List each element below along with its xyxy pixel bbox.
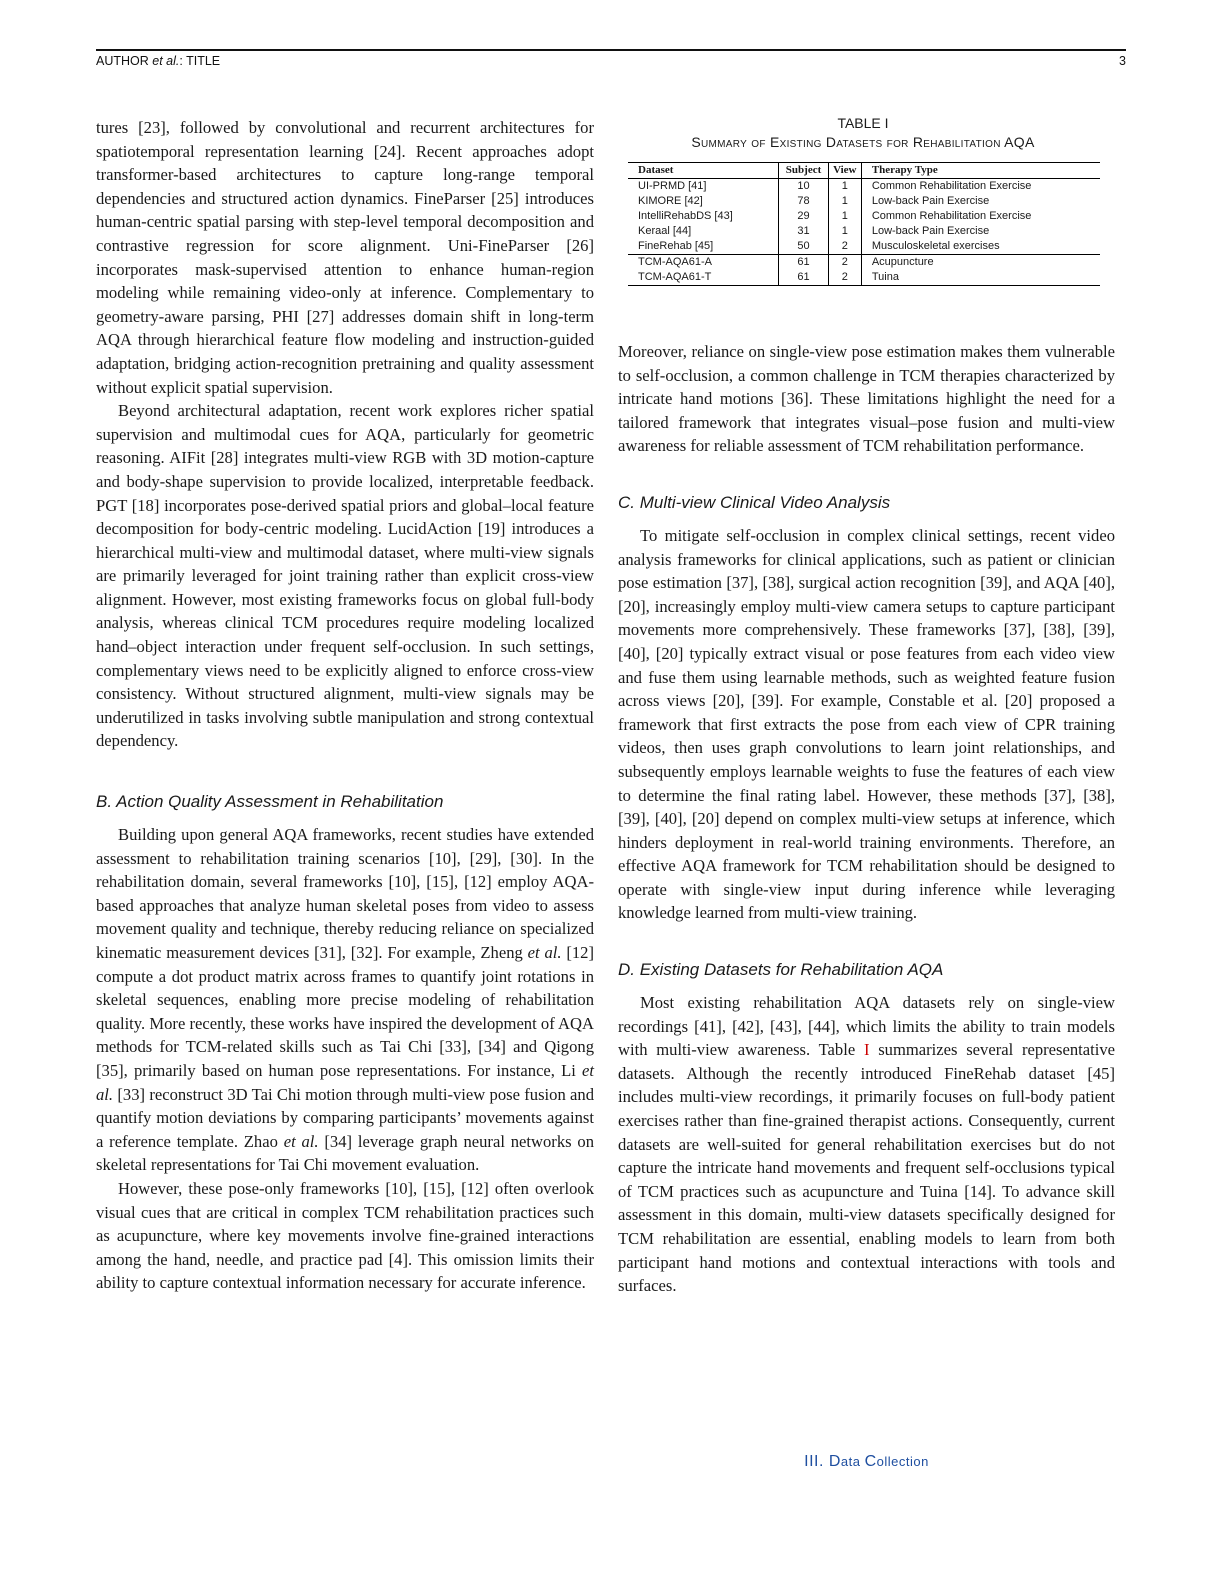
header-etal: et al. [152, 54, 180, 68]
paragraph: Most existing rehabilitation AQA datasets rely on single-view recordings [41], [42], [43], [44], which limits the ability to train models with multi-view awareness. Table I summarizes several representative datasets. Although the recently introduced FineRehab dataset [45] includes multi-view recordings, it primarily focuses on full-body patient exercises rather than fine-grained therapist actions. Consequently, current datasets are well-suited for general rehabilitation exercises but do not capture the intricate hand movements and frequent self-occlusions typical of TCM practices such as acupuncture and Tuina [14]. To advance skill assessment in this domain, multi-view datasets specifically designed for TCM rehabilitation are essential, enabling models to learn from both participant hand motions and contextual interactions with tools and surfaces. [618, 993, 1115, 1296]
table-row: UI-PRMD [41] 10 1 Common Rehabilitation Exercise [628, 179, 1100, 195]
table-row: Keraal [44] 31 1 Low-back Pain Exercise [628, 224, 1100, 239]
table-header: Dataset [628, 163, 779, 179]
header-rule [96, 49, 1126, 51]
section-heading-iii: III. Data Collection [804, 1453, 929, 1470]
section-heading-d: D. Existing Datasets for Rehabilitation AQA [618, 960, 944, 980]
table-caption [628, 114, 1098, 152]
table-header: Therapy Type [861, 163, 1100, 179]
paragraph: To mitigate self-occlusion in complex clinical settings, recent video analysis frameworks for clinical applications, such as patient or clinician pose estimation [37], [38], surgical action recognition [39], and AQA [40], [20], increasingly employ multi-view camera setups to capture participant movements more comprehensively. These frameworks [37], [38], [39], [40], [20] typically extract visual or pose features from each video view and fuse them using learnable methods, such as weighted feature fusion across views [20], [39]. For example, Constable et al. [20] proposed a framework that first extracts the pose from each view of CPR training videos, then uses graph convolutions to learn joint relationships, and subsequently employs learnable weights to fuse the features of each view to determine the final rating label. However, these methods [37], [38], [39], [40], [20] depend on complex multi-view setups at inference, which hinders deployment in real-world training environments. Therefore, an effective AQA framework for TCM rehabilitation should be designed to operate with single-view input during inference while leveraging knowledge learned from multi-view training. [618, 525, 1115, 923]
section-heading-b: B. Action Quality Assessment in Rehabilitation [96, 792, 444, 812]
header-title: : TITLE [179, 54, 221, 68]
paragraph: Beyond architectural adaptation, recent work explores richer spatial supervision and multimodal cues for AQA, particularly for geometric reasoning. AIFit [28] integrates multi-view RGB with 3D motion-capture and body-shape supervision to provide localized, interpretable feedback. PGT [18] incorporates pose-derived spatial priors and global–local feature decomposition for body-centric modeling. LucidAction [19] introduces a hierarchical multi-view and multimodal dataset, where multi-view signals are primarily leveraged for joint training rather than explicit cross-view alignment. However, most existing frameworks focus on global full-body analysis, whereas clinical TCM procedures require modeling localized hand–object interaction under frequent self-occlusion. In such settings, complementary views need to be explicitly aligned to enforce cross-view consistency. Without structured alignment, multi-view signals may be underutilized in tasks involving subtle manipulation and strong contextual dependency. [96, 401, 594, 751]
table-header: Subject [779, 163, 828, 179]
section-heading-c: C. Multi-view Clinical Video Analysis [618, 492, 891, 512]
page-number: 3 [1119, 54, 1126, 68]
left-column [96, 116, 594, 1295]
table-row: KIMORE [42] 78 1 Low-back Pain Exercise [628, 194, 1100, 209]
paragraph: tures [23], followed by convolutional and recurrent architectures for spatiotemporal representation learning [24]. Recent approaches adopt transformer-based architectures to capture long-range temporal dependencies and structured action dynamics. FineParser [25] introduces human-centric spatial parsing with step-level temporal decomposition and contrastive regression for score alignment. Uni-FineParser [26] incorporates mask-supervised attention to enhance human-region modeling while remaining video-only at inference. Complementary to geometry-aware parsing, PHI [27] addresses domain shift in long-term AQA through hierarchical feature flow modeling and instruction-guided adaptation, bridging action-recognition pretraining and quality assessment without explicit spatial supervision. [96, 118, 594, 397]
table-row: TCM-AQA61-T 61 2 Tuina [628, 270, 1100, 286]
running-header [96, 54, 1126, 68]
table-label: TABLE I [837, 115, 889, 131]
paragraph: Moreover, reliance on single-view pose estimation makes them vulnerable to self-occlusion, a common challenge in TCM therapies characterized by intricate hand motions [36]. These limitations highlight the need for a tailored framework that integrates visual–pose fusion and multi-view awareness for reliable assessment of TCM rehabilitation performance. [618, 342, 1115, 456]
table-row: TCM-AQA61-A 61 2 Acupuncture [628, 255, 1100, 271]
table-header-row [628, 163, 1100, 179]
paragraph: However, these pose-only frameworks [10], [15], [12] often overlook visual cues that are critical in complex TCM rehabilitation practices such as acupuncture, where key movements involve fine-grained interactions among the hand, needle, and practice pad [4]. This omission limits their ability to capture contextual information necessary for accurate inference. [96, 1178, 594, 1293]
table-row: IntelliRehabDS [43] 29 1 Common Rehabilitation Exercise [628, 209, 1100, 224]
header-author: AUTHOR [96, 54, 149, 68]
paragraph: Building upon general AQA frameworks, recent studies have extended assessment to rehabilitation training scenarios [10], [29], [30]. In the rehabilitation domain, several frameworks [10], [15], [12] employ AQA-based approaches that analyze human skeletal poses from video to assess movement quality and technique, thereby reducing reliance on specialized kinematic measurement devices [31], [32]. For example, Zheng et al. [12] compute a dot product matrix across frames to quantify joint rotations in skeletal sequences, enabling more precise modeling of rehabilitation quality. More recently, these works have inspired the development of AQA methods for TCM-related skills such as Tai Chi [33], [34] and Qigong [35], primarily based on human pose representations. For instance, Li et al. [33] reconstruct 3D Tai Chi motion through multi-view pose fusion and quantify motion deviations by comparing participants’ movements against a reference template. Zhao et al. [34] leverage graph neural networks on skeletal representations for Tai Chi movement evaluation. [96, 825, 594, 1175]
table-header: View [828, 163, 861, 179]
table-reference-link[interactable]: I [863, 1040, 870, 1060]
table-row: FineRehab [45] 50 2 Musculoskeletal exercises [628, 239, 1100, 255]
right-column [618, 340, 1115, 1298]
table-title: Summary of Existing Datasets for Rehabilitation AQA [691, 134, 1035, 150]
datasets-table [628, 162, 1100, 286]
